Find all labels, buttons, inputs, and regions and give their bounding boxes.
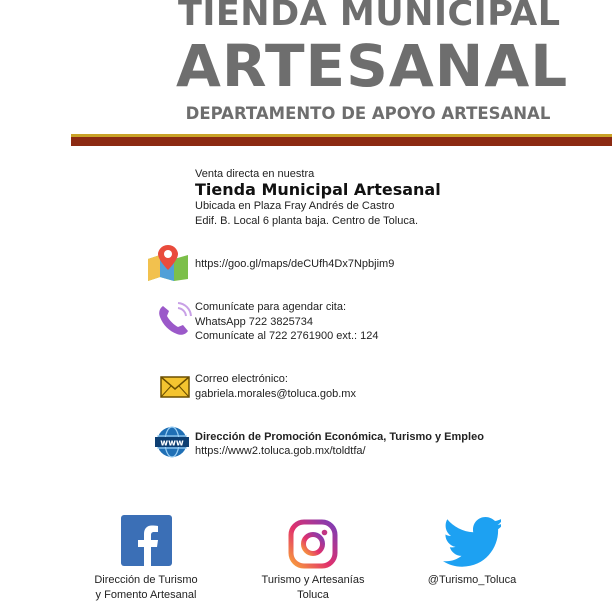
appointment-label: Comunícate para agendar cita: <box>195 301 347 313</box>
email-label: Correo electrónico: <box>195 373 288 385</box>
instagram-label-1: Turismo y Artesanías <box>261 574 365 586</box>
envelope-icon <box>160 376 190 398</box>
facebook-icon[interactable] <box>121 515 172 566</box>
phone-icon <box>154 300 194 340</box>
instagram-icon[interactable] <box>288 519 338 569</box>
title-line-2: ARTESANAL <box>176 32 569 100</box>
email-address[interactable]: gabriela.morales@toluca.gob.mx <box>195 388 356 400</box>
subtitle: DEPARTAMENTO DE APOYO ARTESANAL <box>185 104 551 123</box>
globe-www-icon <box>155 425 189 459</box>
title-line-1: TIENDA MUNICIPAL <box>178 0 561 34</box>
web-link[interactable]: https://www2.toluca.gob.mx/toldtfa/ <box>195 445 366 457</box>
divider-red <box>71 137 612 146</box>
web-title: Dirección de Promoción Económica, Turismo y Empleo <box>195 431 484 443</box>
facebook-label-2: y Fomento Artesanal <box>95 589 197 601</box>
instagram-label-2: Toluca <box>297 589 329 601</box>
address-line-1: Ubicada en Plaza Fray Andrés de Castro <box>195 200 395 212</box>
facebook-label-1: Dirección de Turismo <box>94 574 198 586</box>
phone-number[interactable]: Comunícate al 722 2761900 ext.: 124 <box>195 330 379 342</box>
twitter-bird-icon[interactable] <box>443 516 501 568</box>
www-label: www <box>160 438 184 449</box>
map-link[interactable]: https://goo.gl/maps/deCUfh4Dx7Npbjim9 <box>195 258 395 270</box>
whatsapp-number[interactable]: WhatsApp 722 3825734 <box>195 316 314 328</box>
twitter-handle[interactable]: @Turismo_Toluca <box>427 574 517 586</box>
intro-line: Venta directa en nuestra <box>195 168 315 180</box>
store-name: Tienda Municipal Artesanal <box>195 180 441 199</box>
address-line-2: Edif. B. Local 6 planta baja. Centro de Toluca. <box>195 215 418 227</box>
map-pin-icon <box>146 243 190 281</box>
